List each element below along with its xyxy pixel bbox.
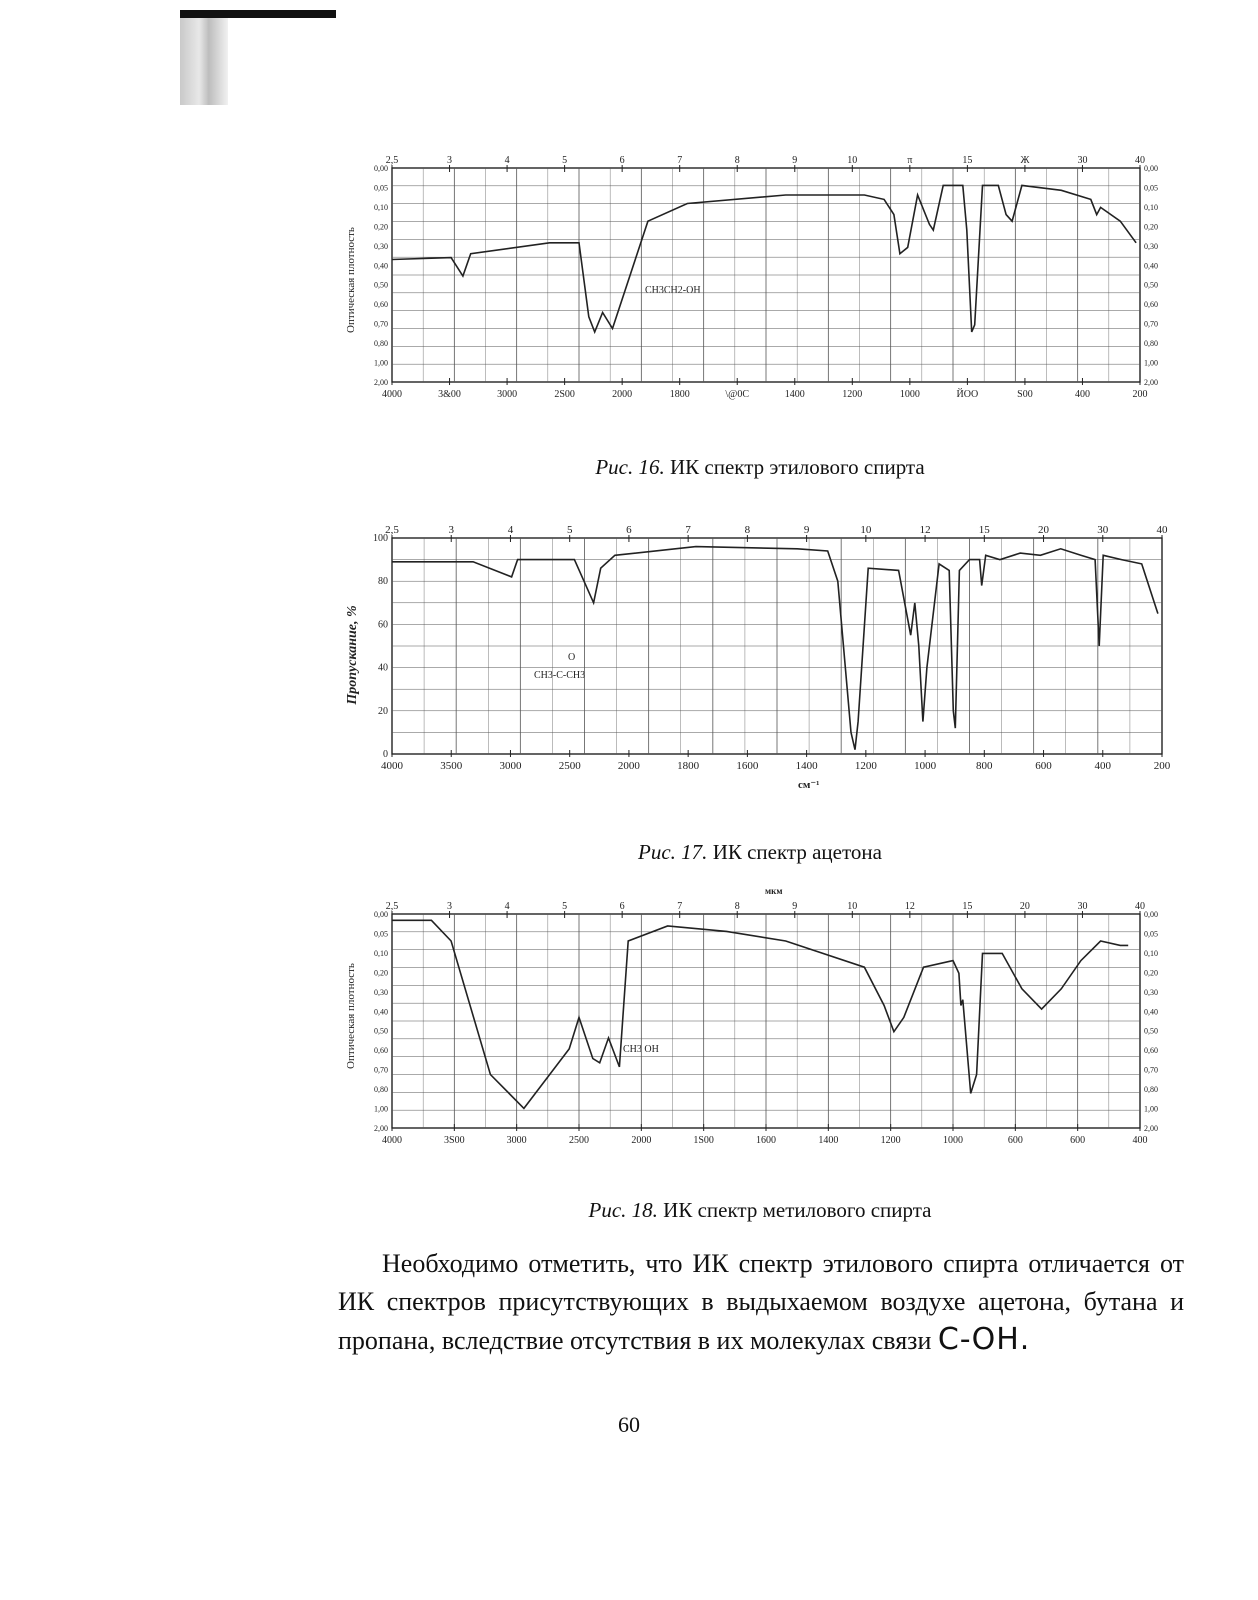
bottom-tick-label: 400 [1094,760,1112,772]
caption-figure-17 [340,840,1180,865]
right-tick-label: 0,80 [1144,339,1158,349]
left-tick-label: 0,40 [374,261,388,271]
right-tick-label: 0,05 [1144,929,1158,939]
left-tick-label: 0,60 [374,1046,388,1056]
bottom-tick-label: 2500 [569,1135,589,1146]
bottom-tick-label: \@0C [725,389,750,400]
bottom-tick-label: 3S00 [444,1135,465,1146]
top-tick-label: 30 [1077,901,1088,912]
top-tick-label: 7 [677,155,683,166]
top-tick-label: Ж [1020,155,1030,166]
bottom-tick-label: 200 [1132,389,1148,400]
right-tick-label: 0,30 [1144,241,1158,251]
top-tick-label: 6 [626,524,632,536]
top-tick-label: 4 [507,524,514,536]
left-tick-label: 60 [378,619,388,631]
bottom-tick-label: 3000 [497,389,518,400]
caption-number: Рис. 16. [595,455,665,479]
page-number: 60 [618,1412,640,1437]
left-axis-ticks [374,164,388,387]
bottom-tick-label: 1400 [784,389,805,400]
top-tick-label: 12 [919,524,931,536]
top-tick-label: 4 [504,155,510,166]
bottom-tick-label: 600 [1070,1135,1086,1146]
bottom-tick-label: 2000 [617,760,640,772]
bottom-tick-label: 400 [1132,1135,1148,1146]
left-tick-label: 0,40 [374,1007,388,1017]
top-tick-label: 15 [962,155,973,166]
chart-grid [392,538,1162,754]
top-tick-label: 40 [1156,524,1168,536]
left-tick-label: 0 [383,749,388,760]
right-tick-label: 0,00 [1144,164,1158,173]
top-tick-label: 8 [744,524,751,536]
left-tick-label: 1,00 [374,1104,388,1114]
top-axis-ticks [385,524,1168,542]
bottom-tick-label: 3000 [506,1135,527,1146]
y-axis-label: Оптическая плотность [345,227,357,333]
x-axis-label: см⁻¹ [798,779,820,791]
bottom-tick-label: 1600 [736,760,759,772]
chart-grid [392,914,1140,1128]
chart-grid [392,168,1140,382]
top-tick-label: 40 [1135,901,1145,912]
chart-acetone [340,518,1180,798]
right-tick-label: 0,60 [1144,1046,1158,1056]
left-tick-label: 0,80 [374,339,388,349]
top-tick-label: 10 [860,524,872,536]
bottom-tick-label: 4000 [381,760,403,772]
top-tick-label: 5 [562,901,568,912]
y-axis-label: Оптическая плотность [345,963,357,1069]
bottom-tick-label: 1000 [899,389,920,400]
bottom-tick-label: 600 [1007,1135,1023,1146]
right-tick-label: 0,10 [1144,202,1158,212]
left-tick-label: 0,50 [374,1026,388,1036]
top-axis-ticks [386,155,1145,172]
formula-label: CH3-C-CH3 [534,670,586,681]
top-tick-label: 10 [847,901,858,912]
formula-oxygen: O [568,652,576,663]
left-tick-label: 0,20 [374,968,388,978]
bottom-tick-label: 1200 [854,760,877,772]
bottom-tick-label: 2500 [558,760,581,772]
left-tick-label: 2,00 [374,1124,388,1133]
right-tick-label: 0,40 [1144,261,1158,271]
right-tick-label: 0,50 [1144,280,1158,290]
top-tick-label: 2,5 [385,901,399,912]
caption-text: ИК спектр ацетона [712,840,882,864]
chart-methanol [340,882,1180,1152]
right-tick-label: 0,20 [1144,968,1158,978]
right-axis-ticks [1144,910,1158,1133]
right-tick-label: 0,30 [1144,987,1158,997]
top-tick-label: 9 [792,901,798,912]
unit-label: мкм [765,886,783,896]
figure-acetone-spectrum [340,518,1180,798]
bottom-tick-label: 1800 [669,389,690,400]
top-tick-label: 15 [978,524,990,536]
right-tick-label: 0,60 [1144,300,1158,310]
top-tick-label: 3 [447,901,453,912]
top-tick-label: 7 [677,901,683,912]
right-tick-label: 2,00 [1144,1124,1158,1133]
top-tick-label: 30 [1077,155,1088,166]
top-axis-ticks [386,901,1145,918]
bottom-tick-label: ЙОО [956,389,979,400]
right-tick-label: 1,00 [1144,358,1158,368]
bond-formula: С-ОН. [937,1322,1031,1357]
left-tick-label: 0,30 [374,241,388,251]
left-tick-label: 1,00 [374,358,388,368]
left-tick-label: 0,00 [374,164,388,173]
bottom-tick-label: 4000 [382,1135,402,1146]
bottom-tick-label: 400 [1074,389,1090,400]
bottom-tick-label: 1400 [795,760,818,772]
scan-corner-bar [180,10,336,18]
left-tick-label: 0,10 [374,948,388,958]
top-tick-label: 2,5 [385,524,399,536]
bottom-tick-label: 1200 [880,1135,901,1146]
left-tick-label: 0,30 [374,987,388,997]
top-tick-label: 3 [447,155,453,166]
bottom-tick-label: 2S00 [554,389,575,400]
bottom-tick-label: 1400 [818,1135,839,1146]
top-tick-label: 2,5 [385,155,399,166]
right-tick-label: 0,20 [1144,222,1158,232]
top-tick-label: 10 [847,155,858,166]
bottom-axis-ticks [382,378,1148,400]
right-tick-label: 0,10 [1144,948,1158,958]
right-tick-label: 0,70 [1144,1065,1158,1075]
top-tick-label: 20 [1038,524,1050,536]
left-tick-label: 20 [378,705,388,717]
bottom-tick-label: 1600 [756,1135,776,1146]
top-tick-label: 9 [792,155,798,166]
bottom-tick-label: 3&00 [438,389,461,400]
bottom-axis-ticks [381,750,1171,772]
left-tick-label: 0,05 [374,183,388,193]
left-tick-label: 0,50 [374,280,388,290]
spectrum-line [392,185,1136,332]
top-tick-label: 5 [562,155,568,166]
right-tick-label: 1,00 [1144,1104,1158,1114]
bottom-tick-label: 800 [976,760,993,772]
right-axis-ticks [1144,164,1158,387]
left-tick-label: 0,05 [374,929,388,939]
left-tick-label: 0,70 [374,319,388,329]
bottom-tick-label: 1200 [842,389,863,400]
left-tick-label: 0,00 [374,910,388,919]
left-tick-label: 0,20 [374,222,388,232]
left-tick-label: 80 [378,576,388,588]
left-axis-ticks [374,910,388,1133]
top-tick-label: 5 [566,524,573,536]
left-tick-label: 2,00 [374,378,388,387]
left-axis-ticks [373,533,388,760]
bottom-tick-label: 1800 [677,760,700,772]
formula-label: CH3 OH [623,1044,659,1055]
scan-corner-strip [180,18,228,105]
top-tick-label: 8 [734,155,740,166]
caption-text: ИК спектр этилового спирта [669,455,925,479]
top-tick-label: 9 [803,524,810,536]
left-tick-label: 0,60 [374,300,388,310]
caption-figure-18 [340,1198,1180,1223]
top-tick-label: 8 [734,901,740,912]
left-tick-label: 0,10 [374,202,388,212]
right-tick-label: 2,00 [1144,378,1158,387]
figure-methanol-spectrum [340,882,1180,1152]
bottom-tick-label: 600 [1035,760,1052,772]
top-tick-label: π [907,155,913,166]
bottom-tick-label: 1S00 [693,1135,714,1146]
right-tick-label: 0,50 [1144,1026,1158,1036]
left-tick-label: 40 [378,662,388,674]
spectrum-line [392,547,1158,750]
top-tick-label: 40 [1135,155,1145,166]
y-axis-label: Пропускание, % [345,605,360,705]
formula-backdrop [512,638,630,694]
scan-corner-mark [180,10,336,105]
paragraph-text: Необходимо отметить, что ИК спектр этилового спирта отличается от ИК спектров присутствующих в выдыхаемом воздухе ацетона, бутана и пропана, вследствие отсутствия в их молекулах связи [338,1249,1184,1355]
top-tick-label: 3 [448,524,454,536]
spectrum-line [392,920,1128,1108]
bottom-tick-label: 200 [1153,760,1171,772]
bottom-tick-label: 2000 [612,389,633,400]
top-tick-label: 7 [685,524,691,536]
caption-figure-16 [340,455,1180,480]
bottom-tick-label: 1000 [943,1135,963,1146]
left-tick-label: 0,70 [374,1065,388,1075]
caption-text: ИК спектр метилового спирта [663,1198,932,1222]
top-tick-label: 15 [962,901,973,912]
right-tick-label: 0,40 [1144,1007,1158,1017]
bottom-tick-label: S00 [1017,389,1033,400]
bottom-tick-label: 4000 [382,389,402,400]
left-tick-label: 100 [373,533,388,544]
top-tick-label: 12 [904,901,915,912]
body-paragraph [338,1245,1184,1360]
top-tick-label: 6 [619,901,625,912]
top-tick-label: 20 [1019,901,1030,912]
bottom-tick-label: 3500 [440,760,463,772]
bottom-tick-label: 2000 [631,1135,652,1146]
top-tick-label: 4 [504,901,510,912]
bottom-tick-label: 3000 [499,760,522,772]
right-tick-label: 0,80 [1144,1085,1158,1095]
caption-number: Рис. 18. [588,1198,658,1222]
caption-number: Рис. 17. [638,840,708,864]
top-tick-label: 30 [1097,524,1109,536]
right-tick-label: 0,00 [1144,910,1158,919]
chart-ethanol [340,150,1180,410]
top-tick-label: 6 [619,155,625,166]
bottom-tick-label: 1000 [914,760,937,772]
figure-ethanol-spectrum [340,150,1180,410]
left-tick-label: 0,80 [374,1085,388,1095]
formula-label: CH3CH2-OH [645,285,701,296]
right-tick-label: 0,05 [1144,183,1158,193]
right-tick-label: 0,70 [1144,319,1158,329]
